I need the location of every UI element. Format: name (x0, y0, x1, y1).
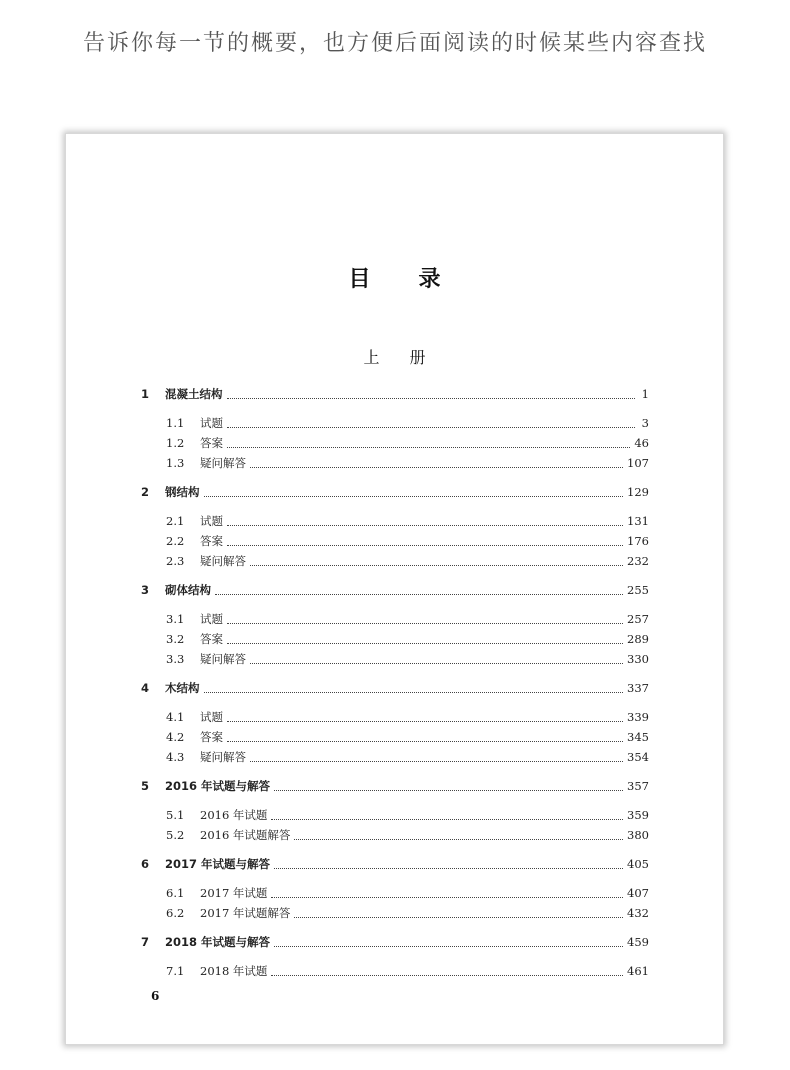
section-number: 1.3 (166, 456, 185, 470)
chapter-title: 砌体结构 (165, 583, 211, 597)
section-title: 试题 (200, 416, 223, 430)
chapter-number: 2 (141, 485, 150, 499)
dot-leader (227, 545, 623, 546)
toc-chapter-row (141, 854, 649, 874)
dot-leader (250, 565, 623, 566)
chapter-title: 2016 年试题与解答 (165, 779, 271, 793)
section-number: 7.1 (166, 964, 185, 978)
section-page: 232 (627, 554, 649, 568)
dot-leader (274, 868, 623, 869)
toc-section-row (141, 883, 649, 903)
dot-leader (215, 594, 623, 595)
dot-leader (271, 975, 623, 976)
section-page: 131 (627, 514, 649, 528)
section-title: 疑问解答 (200, 554, 246, 568)
section-page: 289 (627, 632, 649, 646)
section-title: 2018 年试题 (200, 964, 268, 978)
toc-section-row (141, 707, 649, 727)
dot-leader (204, 692, 624, 693)
chapter-number: 1 (141, 387, 150, 401)
toc-chapter-row (141, 932, 649, 952)
section-number: 4.1 (166, 710, 185, 724)
chapter-number: 7 (141, 935, 150, 949)
chapter-page: 357 (627, 779, 649, 793)
section-number: 5.2 (166, 828, 185, 842)
chapter-page: 1 (641, 387, 649, 401)
section-title: 2017 年试题解答 (200, 906, 291, 920)
section-page: 339 (627, 710, 649, 724)
section-title: 答案 (200, 534, 223, 548)
section-page: 354 (627, 750, 649, 764)
dot-leader (250, 663, 623, 664)
toc-chapter-row (141, 776, 649, 796)
section-number: 2.3 (166, 554, 185, 568)
chapter-page: 459 (627, 935, 649, 949)
section-number: 6.1 (166, 886, 185, 900)
volume-heading: 上册 (363, 348, 456, 367)
table-of-contents (141, 384, 649, 990)
chapter-title: 钢结构 (165, 485, 200, 499)
section-title: 试题 (200, 710, 223, 724)
toc-section-row (141, 433, 649, 453)
dot-leader (227, 525, 623, 526)
chapter-number: 4 (141, 681, 150, 695)
section-page: 380 (627, 828, 649, 842)
dot-leader (227, 643, 623, 644)
dot-leader (274, 946, 623, 947)
toc-section-row (141, 825, 649, 845)
chapter-page: 129 (627, 485, 649, 499)
dot-leader (271, 897, 623, 898)
section-number: 1.2 (166, 436, 185, 450)
section-number: 3.2 (166, 632, 185, 646)
section-number: 1.1 (166, 416, 185, 430)
section-page: 432 (627, 906, 649, 920)
chapter-page: 255 (627, 583, 649, 597)
toc-section-row (141, 551, 649, 571)
dot-leader (227, 447, 630, 448)
section-title: 答案 (200, 730, 223, 744)
dot-leader (227, 721, 623, 722)
section-title: 疑问解答 (200, 750, 246, 764)
dot-leader (271, 819, 623, 820)
dot-leader (250, 761, 623, 762)
section-title: 2017 年试题 (200, 886, 268, 900)
chapter-title: 木结构 (165, 681, 200, 695)
dot-leader (227, 398, 636, 399)
toc-chapter-row (141, 482, 649, 502)
dot-leader (227, 623, 623, 624)
dot-leader (227, 427, 635, 428)
toc-chapter-row (141, 384, 649, 404)
section-title: 2016 年试题 (200, 808, 268, 822)
toc-section-row (141, 649, 649, 669)
toc-section-row (141, 805, 649, 825)
toc-section-row (141, 531, 649, 551)
section-page: 359 (627, 808, 649, 822)
document-page (65, 133, 724, 1045)
toc-section-row (141, 413, 649, 433)
chapter-page: 405 (627, 857, 649, 871)
page-number: 6 (151, 989, 160, 1003)
toc-section-row (141, 747, 649, 767)
toc-chapter-row (141, 580, 649, 600)
chapter-number: 3 (141, 583, 150, 597)
section-title: 试题 (200, 612, 223, 626)
chapter-page: 337 (627, 681, 649, 695)
section-title: 试题 (200, 514, 223, 528)
chapter-title: 2017 年试题与解答 (165, 857, 271, 871)
section-page: 3 (641, 416, 649, 430)
section-number: 3.3 (166, 652, 185, 666)
section-number: 4.3 (166, 750, 185, 764)
section-page: 345 (627, 730, 649, 744)
section-title: 疑问解答 (200, 652, 246, 666)
section-page: 107 (627, 456, 649, 470)
section-number: 2.2 (166, 534, 185, 548)
dot-leader (227, 741, 623, 742)
toc-section-row (141, 727, 649, 747)
dot-leader (294, 917, 623, 918)
chapter-number: 5 (141, 779, 150, 793)
dot-leader (274, 790, 623, 791)
section-title: 2016 年试题解答 (200, 828, 291, 842)
toc-chapter-row (141, 678, 649, 698)
section-page: 407 (627, 886, 649, 900)
toc-section-row (141, 511, 649, 531)
section-number: 2.1 (166, 514, 185, 528)
toc-section-row (141, 629, 649, 649)
dot-leader (204, 496, 624, 497)
section-page: 330 (627, 652, 649, 666)
chapter-title: 2018 年试题与解答 (165, 935, 271, 949)
section-page: 46 (634, 436, 649, 450)
toc-section-row (141, 903, 649, 923)
section-title: 答案 (200, 436, 223, 450)
toc-section-row (141, 453, 649, 473)
toc-section-row (141, 961, 649, 981)
section-number: 4.2 (166, 730, 185, 744)
banner-caption: 告诉你每一节的概要，也方便后面阅读的时候某些内容查找 (82, 31, 707, 56)
section-number: 3.1 (166, 612, 185, 626)
section-page: 257 (627, 612, 649, 626)
chapter-number: 6 (141, 857, 150, 871)
section-page: 461 (627, 964, 649, 978)
chapter-title: 混凝土结构 (165, 387, 223, 401)
toc-section-row (141, 609, 649, 629)
dot-leader (294, 839, 623, 840)
page-title: 目录 (348, 267, 489, 292)
section-page: 176 (627, 534, 649, 548)
dot-leader (250, 467, 623, 468)
section-title: 疑问解答 (200, 456, 246, 470)
section-number: 5.1 (166, 808, 185, 822)
section-number: 6.2 (166, 906, 185, 920)
section-title: 答案 (200, 632, 223, 646)
